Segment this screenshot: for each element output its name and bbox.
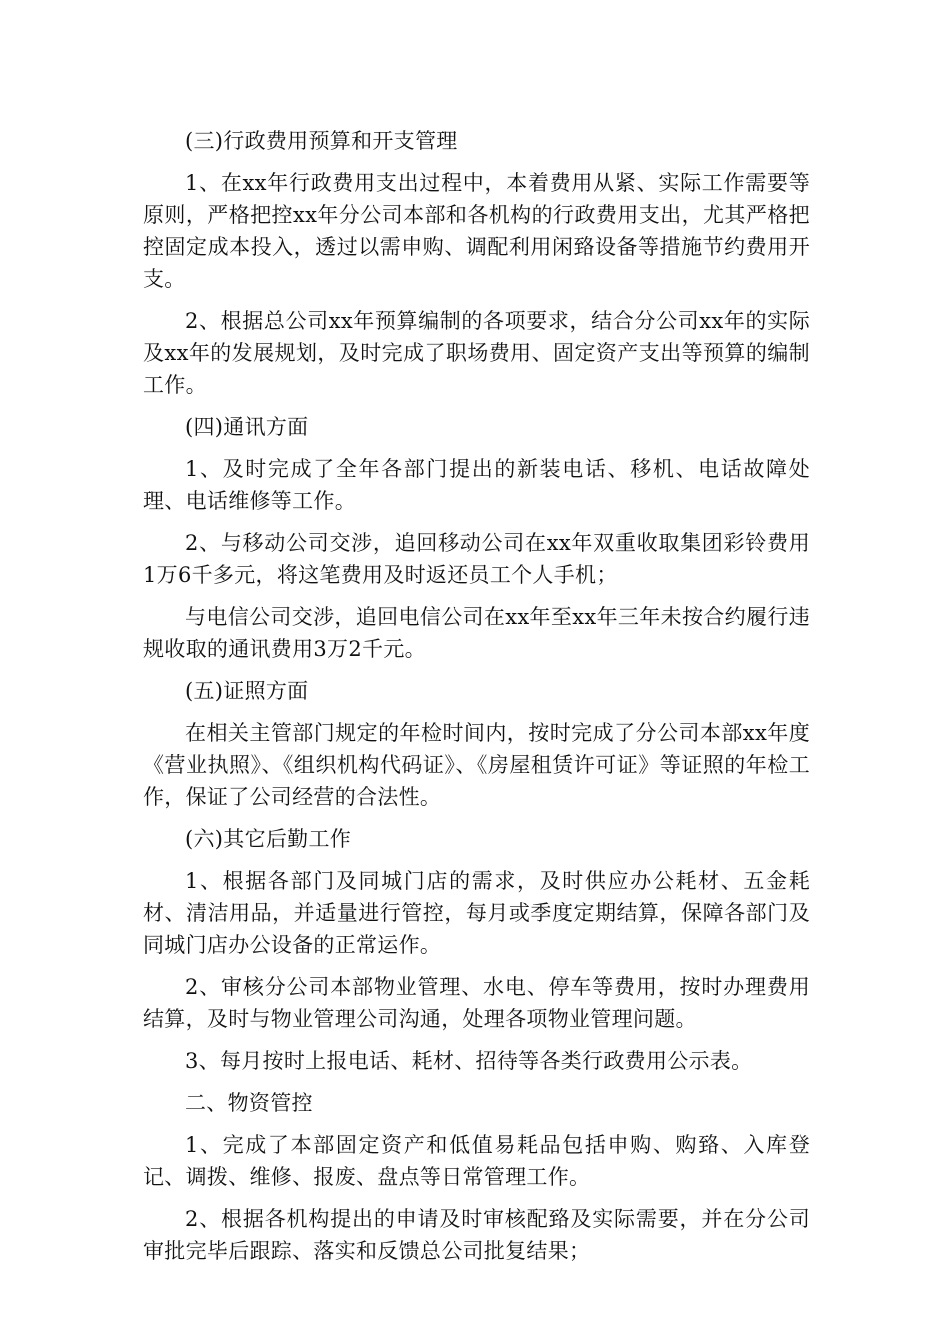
paragraph-communications-item-1: 1、及时完成了全年各部门提出的新装电话、移机、电话故障处理、电话维修等工作。 bbox=[143, 457, 810, 513]
paragraph-materials-item-2: 2、根据各机构提出的申请及时审核配臵及实际需要，并在分公司审批完毕后跟踪、落实和反馈总公司批复结果； bbox=[143, 1207, 810, 1263]
paragraph-logistics-item-1: 1、根据各部门及同城门店的需求，及时供应办公耗材、五金耗材、清洁用品，并适量进行管控，每月或季度定期结算，保障各部门及同城门店办公设备的正常运作。 bbox=[143, 869, 810, 957]
section-heading-materials-control: 二、物资管控 bbox=[185, 1091, 313, 1115]
section-heading-licenses: (五)证照方面 bbox=[185, 679, 309, 703]
paragraph-budget-item-2: 2、根据总公司xx年预算编制的各项要求，结合分公司xx年的实际及xx年的发展规划，及时完成了职场费用、固定资产支出等预算的编制工作。 bbox=[143, 309, 810, 397]
paragraph-licenses: 在相关主管部门规定的年检时间内，按时完成了分公司本部xx年度《营业执照》、《组织机构代码证》、《房屋租赁许可证》等证照的年检工作，保证了公司经营的合法性。 bbox=[143, 721, 810, 809]
section-heading-admin-budget: (三)行政费用预算和开支管理 bbox=[185, 129, 458, 153]
paragraph-communications-item-2: 2、与移动公司交涉，追回移动公司在xx年双重收取集团彩铃费用1万6千多元，将这笔费用及时返还员工个人手机； bbox=[143, 531, 810, 587]
section-heading-communications: (四)通讯方面 bbox=[185, 415, 309, 439]
paragraph-logistics-item-3: 3、每月按时上报电话、耗材、招待等各类行政费用公示表。 bbox=[185, 1049, 753, 1073]
section-heading-other-logistics: (六)其它后勤工作 bbox=[185, 827, 352, 851]
paragraph-communications-telecom: 与电信公司交涉，追回电信公司在xx年至xx年三年未按合约履行违规收取的通讯费用3万2千元。 bbox=[143, 605, 810, 661]
paragraph-materials-item-1: 1、完成了本部固定资产和低值易耗品包括申购、购臵、入库登记、调拨、维修、报废、盘点等日常管理工作。 bbox=[143, 1133, 810, 1189]
document-body bbox=[143, 125, 810, 1277]
paragraph-logistics-item-2: 2、审核分公司本部物业管理、水电、停车等费用，按时办理费用结算，及时与物业管理公司沟通，处理各项物业管理问题。 bbox=[143, 975, 810, 1031]
paragraph-budget-item-1: 1、在xx年行政费用支出过程中，本着费用从紧、实际工作需要等原则，严格把控xx年分公司本部和各机构的行政费用支出，尤其严格把控固定成本投入，透过以需申购、调配利用闲臵设备等措施节约费用开支。 bbox=[143, 171, 810, 291]
